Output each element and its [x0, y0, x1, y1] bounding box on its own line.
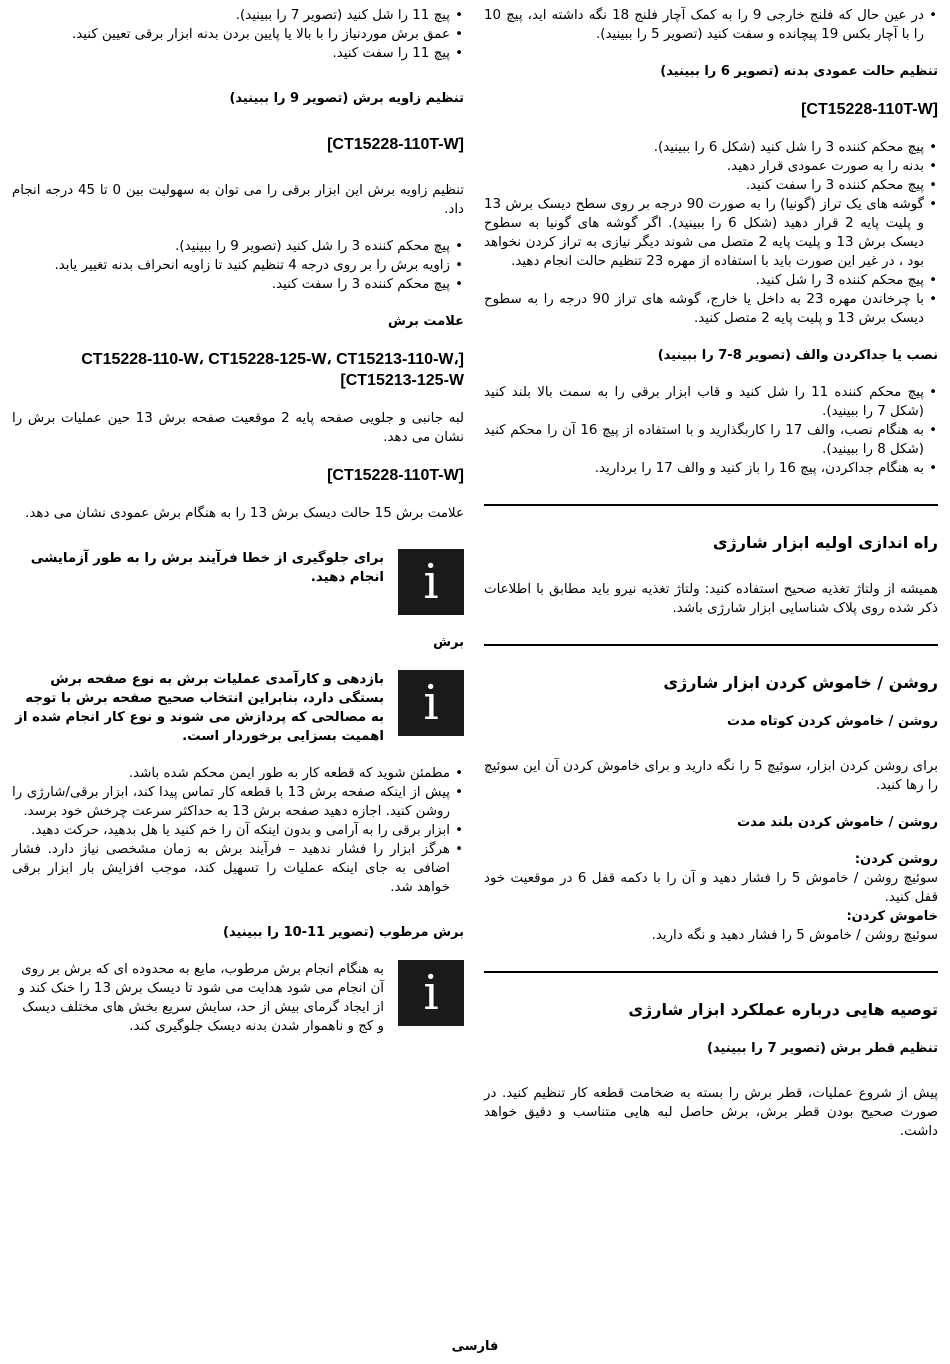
- short-heading: روشن / خاموش کردن کوتاه مدت: [727, 714, 938, 729]
- list-item: • با چرخاندن مهره 23 به داخل یا خارج، گوشه های تراز 90 درجه را به سطوح دیسک برش 13 و پلیت پایه 2 متصل کنید.: [484, 290, 938, 328]
- vertical-heading: تنظیم حالت عمودی بدنه (تصویر 6 را ببینید): [660, 64, 938, 79]
- list-item: • پیچ 11 را سفت کنید.: [12, 44, 464, 63]
- list-item: • عمق برش موردنیاز را با بالا یا پایین بردن بدنه ابزار برقی تعیین کنید.: [12, 25, 464, 44]
- info-icon: i: [398, 549, 464, 615]
- info-icon: i: [398, 670, 464, 736]
- info-text: به هنگام انجام برش مرطوب، مایع به محدوده ای که برش بر روی آن انجام می شود هدایت می شود تا دیسک برش 13 را خنک کند و از ایجاد گرمای بیش از حد، سایش سریع بخش های مختلف دیسک و کج و ناهموار شدن بدنه دیسک جلوگیری کند.: [18, 962, 384, 1034]
- startup-text: همیشه از ولتاژ تغذیه صحیح استفاده کنید: ولتاژ تغذیه نیرو باید مطابق با اطلاعات ذکر شده روی پلاک شناسایی ابزار شارژی باشد.: [484, 582, 938, 616]
- list-item: • مطمئن شوید که قطعه کار به طور ایمن محکم شده باشد.: [12, 764, 464, 783]
- list-item: • زاویه برش را بر روی درجه 4 تنظیم کنید تا زاویه انحراف بدنه تغییر یابد.: [12, 256, 464, 275]
- right-column: [484, 6, 938, 1141]
- page-language-footer: فارسی: [451, 1339, 499, 1354]
- list-item: • هرگز ابزار را فشار ندهید – فرآیند برش به زمان مشخصی نیاز دارد. فشار اضافی به جای اینکه عملیات را تسهیل کند، موجب افزایش بار ابزار برقی خواهد شد.: [12, 840, 464, 897]
- mark-model-2: [CT15228-110T-W]: [327, 467, 464, 484]
- cut-heading: برش: [433, 635, 464, 650]
- list-item: • پیچ محکم کننده 3 را شل کنید.: [484, 271, 938, 290]
- info-box: [12, 549, 464, 615]
- list-item: • پیچ محکم کننده 3 را شل کنید (شکل 6 را ببینید).: [484, 138, 938, 157]
- list-item: • پیچ محکم کننده 3 را سفت کنید.: [484, 176, 938, 195]
- depth-heading: تنظیم قطر برش (تصویر 7 را ببینید): [707, 1041, 938, 1056]
- top-list: [12, 6, 464, 63]
- short-text: برای روشن کردن ابزار، سوئیچ 5 را نگه دارید و برای خاموش کردن آن این سوئیچ را رها کنید.: [484, 759, 939, 793]
- cut-list: [12, 764, 464, 897]
- left-column: [12, 6, 464, 1036]
- vertical-list: [484, 138, 938, 328]
- info-text: برای جلوگیری از خطا فرآیند برش را به طور آزمایشی انجام دهید.: [30, 551, 384, 585]
- info-box: [12, 960, 464, 1036]
- onoff-title: روشن / خاموش کردن ابزار شارژی: [663, 673, 938, 692]
- mark-heading: علامت برش: [388, 314, 464, 329]
- list-item: • ابزار برقی را به آرامی و بدون اینکه آن را خم کنید یا هل بدهید، حرکت دهید.: [12, 821, 464, 840]
- info-icon: i: [398, 960, 464, 1026]
- guard-list: [484, 383, 938, 478]
- mark-text-2: علامت برش 15 حالت دیسک برش 13 را به هنگام برش عمودی نشان می دهد.: [25, 506, 464, 521]
- mark-models: [CT15228-110-W، CT15228-125-W، CT15213-110-W، CT15213-125-W]: [81, 351, 464, 389]
- wet-heading: برش مرطوب (تصویر 11-10 را ببینید): [223, 925, 464, 940]
- on-text: سوئیچ روشن / خاموش 5 را فشار دهید و آن را با دکمه قفل 6 در موقعیت خود قفل کنید.: [484, 871, 939, 905]
- off-text: سوئیچ روشن / خاموش 5 را فشار دهید و نگه دارید.: [651, 928, 938, 943]
- angle-list: [12, 237, 464, 294]
- list-item: • پیچ محکم کننده 3 را شل کنید (تصویر 9 را ببینید).: [12, 237, 464, 256]
- off-label: خاموش کردن:: [846, 909, 938, 924]
- on-label: روشن کردن:: [854, 852, 938, 867]
- list-item: • پیچ محکم کننده 11 را شل کنید و قاب ابزار برقی را به سمت بالا بلند کنید (شکل 7 را ببینید).: [484, 383, 938, 421]
- list-item: • پیچ 11 را شل کنید (تصویر 7 را ببینید).: [12, 6, 464, 25]
- list-item: • گوشه های یک تراز (گونیا) را به صورت 90 درجه بر روی سطح دیسک برش 13 و پلیت پایه 2 قرار دهید (شکل 6 را ببینید). اگر گوشه های گونیا به سطوح دیسک برش 13 و پلیت پایه 2 متصل می شوند دیگر نیازی به تراز کردن نخواهد بود ، در غیر این صورت باید با استفاده از مهره 23 تنظیم حالت انجام دهید.: [484, 195, 938, 271]
- angle-heading: تنظیم زاویه برش (تصویر 9 را ببینید): [229, 91, 464, 106]
- list-item: • به هنگام نصب، والف 17 را کاربگذارید و با استفاده از پیچ 16 آن را محکم کنید (شکل 8 را ببینید).: [484, 421, 938, 459]
- list-item: • پیچ محکم کننده 3 را سفت کنید.: [12, 275, 464, 294]
- info-text: بازدهی و کارآمدی عملیات برش به نوع صفحه برش بستگی دارد، بنابراین انتخاب صحیح صفحه برش با توجه به مصالحی که پردازش می شوند و نوع کار انجام شده از اهمیت بسزایی برخوردار است.: [15, 672, 384, 744]
- list-item: • پیش از اینکه صفحه برش 13 با قطعه کار تماس پیدا کند، ابزار برقی/شارژی را روشن کنید. اجازه دهید صفحه برش 13 به حداکثر سرعت چرخش خود برسد.: [12, 783, 464, 821]
- long-heading: روشن / خاموش کردن بلند مدت: [737, 815, 938, 830]
- tips-title: توصیه هایی درباره عملکرد ابزار شارژی: [628, 1000, 938, 1019]
- angle-text: تنظیم زاویه برش این ابزار برقی را می توان به سهولیت بین 0 تا 45 درجه انجام داد.: [12, 183, 464, 217]
- list-item: • بدنه را به صورت عمودی قرار دهید.: [484, 157, 938, 176]
- list-item: • به هنگام جداکردن، پیچ 16 را باز کنید و والف 17 را بردارید.: [484, 459, 938, 478]
- intro-list: [484, 6, 938, 44]
- vertical-model: [CT15228-110T-W]: [801, 101, 938, 118]
- mark-text: لبه جانبی و جلویی صفحه پایه 2 موقعیت صفحه برش 13 حین عملیات برش را نشان می دهد.: [12, 411, 464, 445]
- depth-text: پیش از شروع عملیات، قطر برش را بسته به ضخامت قطعه کار تنظیم کنید. در صورت صحیح بودن قطر برش، برش حاصل لبه هایی متناسب و دقیق خواهد داشت.: [484, 1086, 938, 1139]
- list-item: • در عین حال که فلنج خارجی 9 را به کمک آچار فلنج 18 نگه داشته اید، پیچ 10 را با آچار بکس 19 پیچانده و سفت کنید (تصویر 5 را ببینید).: [484, 6, 938, 44]
- angle-model: [CT15228-110T-W]: [327, 136, 464, 153]
- startup-title: راه اندازی اولیه ابزار شارژی: [712, 533, 938, 552]
- guard-heading: نصب یا جداکردن والف (تصویر 8-7 را ببینید): [657, 348, 938, 363]
- info-box: [12, 670, 464, 746]
